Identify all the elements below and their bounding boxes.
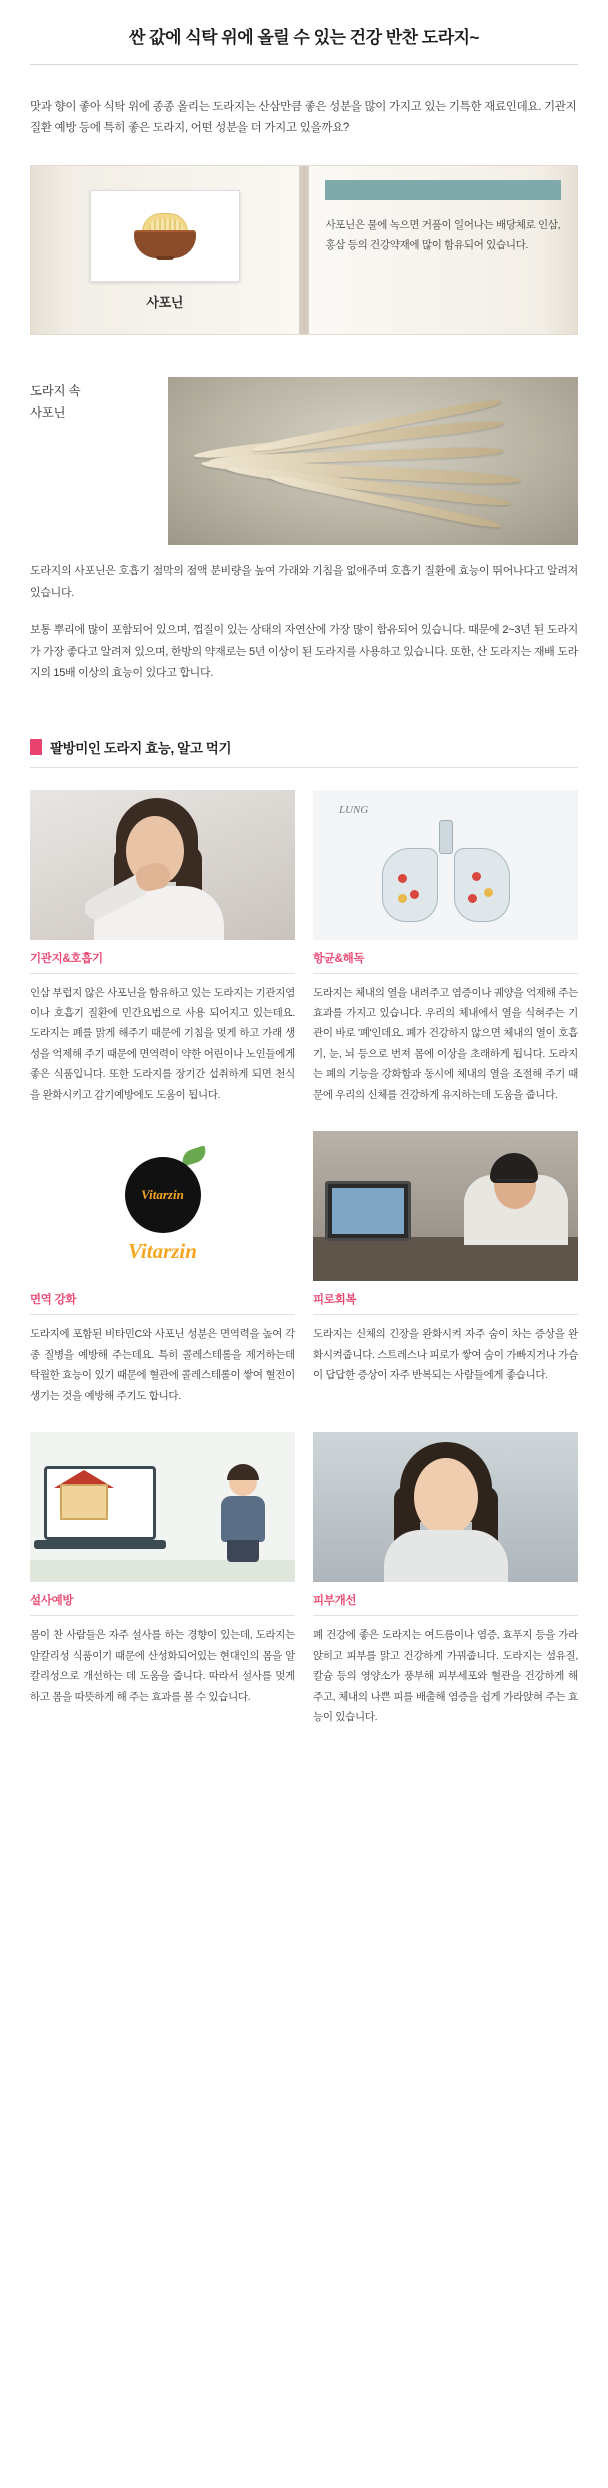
benefit-body: 인삼 부럽지 않은 사포닌을 함유하고 있는 도라지는 기관지염이나 호흡기 질환에 민간요법으로 사용 되어지고 있는데요. 도라지는 폐를 맑게 해주기 때문에 기침을 멎게 하고 가래 생성을 억제해 주기 때문에 면역력이 약한 어린이나 노인들에게 좋은 식품입니다. 또한 도라지를 장기간 섭취하게 되면 천식을 완화시키고 감기예방에도 도움이 됩니다. — [30, 986, 295, 1101]
book-photo-caption: 사포닌 — [146, 294, 184, 310]
root-section-label — [30, 377, 168, 424]
benefit-title-divider — [30, 1314, 295, 1315]
section-marker-icon — [30, 739, 42, 755]
bellflower-root-photo — [168, 377, 578, 545]
root-caption-paragraph-2: 보통 뿌리에 많이 포함되어 있으며, 껍질이 있는 상태의 자연산에 가장 많이 함유되어 있습니다. 때문에 2~3년 된 도라지가 가장 좋다고 알려져 있으며, 한방의 약재로는 5년 이상이 된 도라지를 사용하고 있습니다. 또한, 산 도라지는 재배 도라지의 15배 이상의 효능이 있다고 합니다. — [30, 624, 578, 680]
benefit-title: 기관지&호흡기 — [30, 952, 103, 965]
book-definition-text: 사포닌은 물에 녹으면 거품이 일어나는 배당체로 인삼, 홍삼 등의 건강약재에 많이 함유되어 있습니다. — [325, 219, 561, 252]
noodle-bowl-icon — [134, 213, 196, 259]
benefit-body: 도라지는 체내의 열을 내려주고 염증이나 궤양을 억제해 주는 효과를 가지고 있습니다. 우리의 체내에서 열을 식혀주는 기관이 바로 '폐'인데요. 폐가 건강하지 않으면 체내의 열이 호흡기, 눈, 뇌 등으로 번져 몸에 이상을 초래하게 됩니다. 도라지는 폐의 기능을 강화함과 동시에 체내의 열을 조절해 주기 때문에 우리의 신체를 건강하게 유지하는데 도움을 줍니다. — [313, 986, 578, 1101]
smiling-woman-photo — [313, 1432, 578, 1582]
benefit-title: 면역 강화 — [30, 1294, 77, 1307]
benefit-card — [30, 1432, 295, 1727]
benefit-card — [313, 790, 578, 1106]
online-shopping-illustration — [30, 1432, 295, 1582]
benefits-heading: 팔방미인 도라지 효능, 알고 먹기 — [50, 740, 232, 756]
teal-accent-bar — [325, 180, 561, 200]
book-left-page — [31, 166, 299, 334]
book-right-page — [309, 166, 577, 334]
benefits-grid — [30, 790, 578, 1728]
benefit-body: 도라지는 신체의 긴장을 완화시켜 자주 숨이 차는 증상을 완화시켜줍니다. 스트레스나 피로가 쌓여 숨이 가빠지거나 가슴이 답답한 증상이 자주 반복되는 사람들에게 좋습니다. — [313, 1328, 578, 1382]
benefit-card — [30, 790, 295, 1106]
benefit-title-divider — [30, 973, 295, 974]
intro-paragraph: 맛과 향이 좋아 식탁 위에 종종 올리는 도라지는 산삼만큼 좋은 성분을 많이 가지고 있는 기특한 재료인데요. 기관지 질환 예방 등에 특히 좋은 도라지, 어떤 성분을 더 가지고 있을까요? — [30, 100, 577, 135]
vitamin-orange-logo: Vitarzin Vitarzin — [30, 1131, 295, 1281]
benefit-title-divider — [313, 1314, 578, 1315]
coughing-woman-photo — [30, 790, 295, 940]
root-label-line2: 사포닌 — [30, 405, 66, 420]
benefits-divider — [30, 767, 578, 768]
benefit-body: 도라지에 포함된 비타민C와 사포닌 성분은 면역력을 높여 각종 질병을 예방해 주는데요. 특히 콜레스테롤을 제거하는데 탁월한 효능이 있기 때문에 혈관에 콜레스테롤이 쌓여 혈전이 생기는 것을 예방해 주기도 합니다. — [30, 1328, 295, 1402]
man-at-desk-photo — [313, 1131, 578, 1281]
benefit-title: 설사예방 — [30, 1595, 74, 1608]
benefit-body: 폐 건강에 좋은 도라지는 여드름이나 염증, 효푸지 등을 가라앉히고 피부를 맑고 건강하게 가꿔줍니다. 도라지는 섬유질, 칼슘 등의 영양소가 풍부해 피부세포와 혈관을 건강하게 해 주고, 체내의 나쁜 피를 배출해 염증을 쉽게 가라앉혀 주는 효능이 있습니다. — [313, 1629, 578, 1724]
benefit-title: 항균&해독 — [313, 952, 365, 965]
title-block — [0, 0, 608, 79]
root-section — [30, 377, 578, 545]
page-title: 싼 값에 식탁 위에 올릴 수 있는 건강 반찬 도라지~ — [129, 28, 479, 47]
root-label-line1: 도라지 속 — [30, 384, 81, 399]
benefit-title: 피로회복 — [313, 1294, 357, 1307]
benefit-title-divider — [313, 1615, 578, 1616]
benefit-card — [30, 1131, 295, 1406]
benefit-title-divider — [30, 1615, 295, 1616]
benefit-title-divider — [313, 973, 578, 974]
saponin-photo-card — [90, 190, 240, 282]
root-caption-paragraph-1: 도라지의 사포닌은 호흡기 점막의 점액 분비량을 높여 가래와 기침을 없애주며 호흡기 질환에 효능이 뛰어나다고 알려져 있습니다. — [30, 565, 578, 599]
book-illustration — [30, 165, 578, 335]
book-spine — [299, 166, 310, 334]
benefit-card — [313, 1432, 578, 1727]
benefit-body: 몸이 찬 사람들은 자주 설사를 하는 경향이 있는데, 도라지는 알칼리성 식품이기 때문에 산성화되어있는 현대인의 몸을 알칼리성으로 개선하는 데 도움을 줍니다. 따라서 설사를 멎게 하고 몸을 따뜻하게 해 주는 효과를 볼 수 있습니다. — [30, 1629, 295, 1703]
benefit-title: 피부개선 — [313, 1595, 357, 1608]
lungs-diagram-illustration: LUNG — [313, 790, 578, 940]
benefit-card — [313, 1131, 578, 1406]
title-divider — [30, 64, 578, 65]
benefits-header — [30, 737, 578, 757]
